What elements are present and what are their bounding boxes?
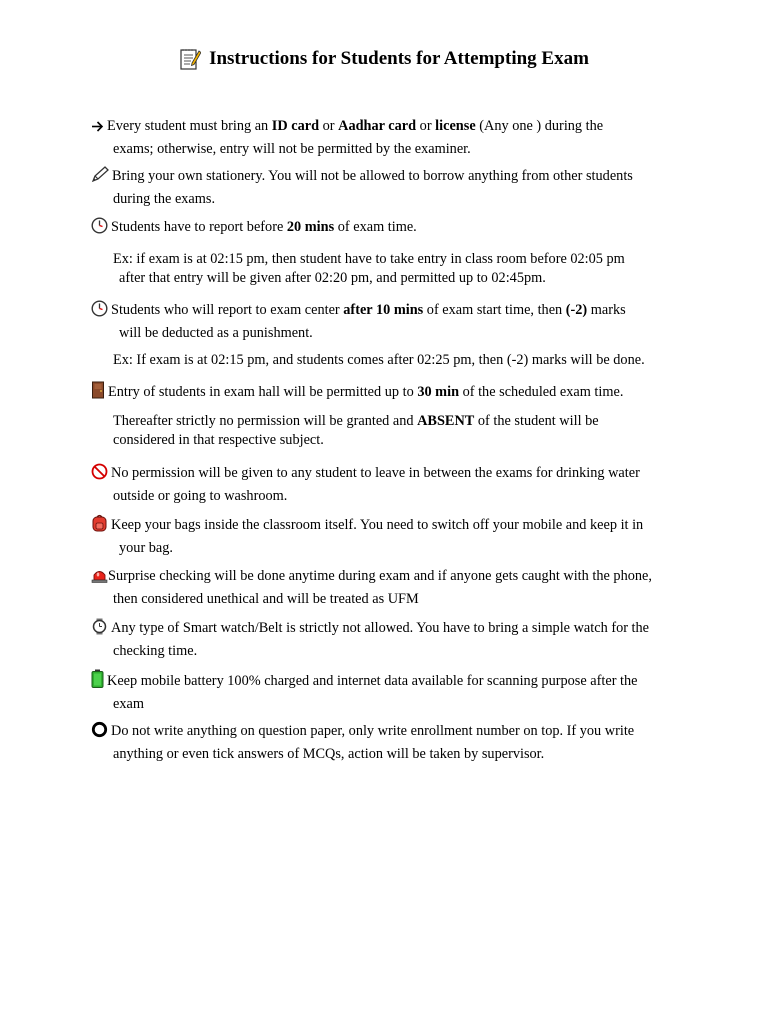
instruction-text: Keep mobile battery 100% charged and internet data available for scanning purpose after the [107,673,638,689]
instruction-text: of the scheduled exam time. [459,384,624,400]
instruction-text: (Any one ) during the [475,118,604,134]
arrow-right-icon [91,119,104,139]
instruction-id-card [91,116,691,159]
circle-icon [91,721,108,744]
instruction-text: Surprise checking will be done anytime during exam and if anyone gets caught with the phone, [108,568,652,584]
instruction-text: of exam start time, then [423,302,566,318]
instruction-text: Every student must bring an [107,118,272,134]
instruction-entry-limit [91,381,691,405]
battery-icon [91,669,104,694]
example-note: Ex: If exam is at 02:15 pm, and students comes after 02:25 pm, then (-2) marks will be done. [113,352,645,368]
instruction-text: Students who will report to exam center [111,302,344,318]
instruction-text: Thereafter strictly no permission will be granted and [113,413,418,429]
instruction-text: No permission will be given to any student to leave in between the exams for drinking water [111,465,640,481]
instruction-text: or [416,118,436,134]
instruction-late-penalty [91,300,691,343]
watch-icon [91,618,108,641]
page-title-text: Instructions for Students for Attempting Exam [209,48,589,69]
clock-icon [91,300,108,323]
instruction-smart-watch [91,618,691,661]
instruction-emphasis: Aadhar card [338,118,417,134]
instruction-no-leave [91,463,691,506]
example-note: Ex: if exam is at 02:15 pm, then student have to take entry in class room before 02:05 pm [113,251,625,267]
instruction-text-continued: checking time. [113,643,198,659]
clock-icon [91,217,108,240]
absent-note [113,411,599,431]
door-icon [91,381,105,405]
instruction-emphasis: 20 mins [286,219,335,235]
instruction-text-continued: during the exams. [113,191,216,207]
instruction-text: or [319,118,339,134]
example-note-continued: after that entry will be given after 02:20 pm, and permitted up to 02:45pm. [119,270,546,286]
instruction-text: Bring your own stationery. You will not be allowed to borrow anything from other students [112,168,633,184]
instruction-emphasis: after 10 mins [343,302,424,318]
instruction-bags [91,514,691,558]
instruction-text: Do not write anything on question paper, only write enrollment number on top. If you write [111,723,635,739]
instruction-stationery [91,166,691,209]
instruction-text: Entry of students in exam hall will be permitted up to [108,384,418,400]
instruction-text: Students have to report before [111,219,287,235]
prohibited-icon [91,463,108,486]
instruction-text: marks [587,302,626,318]
instruction-surprise-checking [91,566,691,609]
memo-icon [179,47,201,71]
instruction-text-continued: outside or going to washroom. [113,488,288,504]
page-title [0,47,768,71]
instruction-text: Any type of Smart watch/Belt is strictly not allowed. You have to bring a simple watch for the [111,620,650,636]
instruction-question-paper [91,721,691,764]
instruction-text-continued: then considered unethical and will be treated as UFM [113,591,419,607]
pencil-icon [91,166,109,189]
instruction-emphasis: 30 min [417,384,460,400]
instruction-text: Keep your bags inside the classroom itself. You need to switch off your mobile and keep it in [111,517,644,533]
instruction-emphasis: ABSENT [417,413,475,429]
instruction-text-continued: anything or even tick answers of MCQs, action will be taken by supervisor. [113,746,545,762]
instruction-text: of the student will be [474,413,599,429]
instruction-text-continued: will be deducted as a punishment. [119,325,313,341]
instruction-emphasis: ID card [271,118,320,134]
backpack-icon [91,514,108,538]
absent-note-continued: considered in that respective subject. [113,432,324,448]
instruction-report-time [91,217,691,240]
instruction-text-continued: your bag. [119,540,173,556]
instruction-text: of exam time. [334,219,417,235]
instruction-emphasis: (-2) [565,302,588,318]
instruction-text-continued: exams; otherwise, entry will not be permitted by the examiner. [113,141,471,157]
siren-icon [91,568,108,589]
instruction-emphasis: license [435,118,476,134]
instruction-text-continued: exam [113,696,144,712]
instruction-battery [91,669,691,714]
